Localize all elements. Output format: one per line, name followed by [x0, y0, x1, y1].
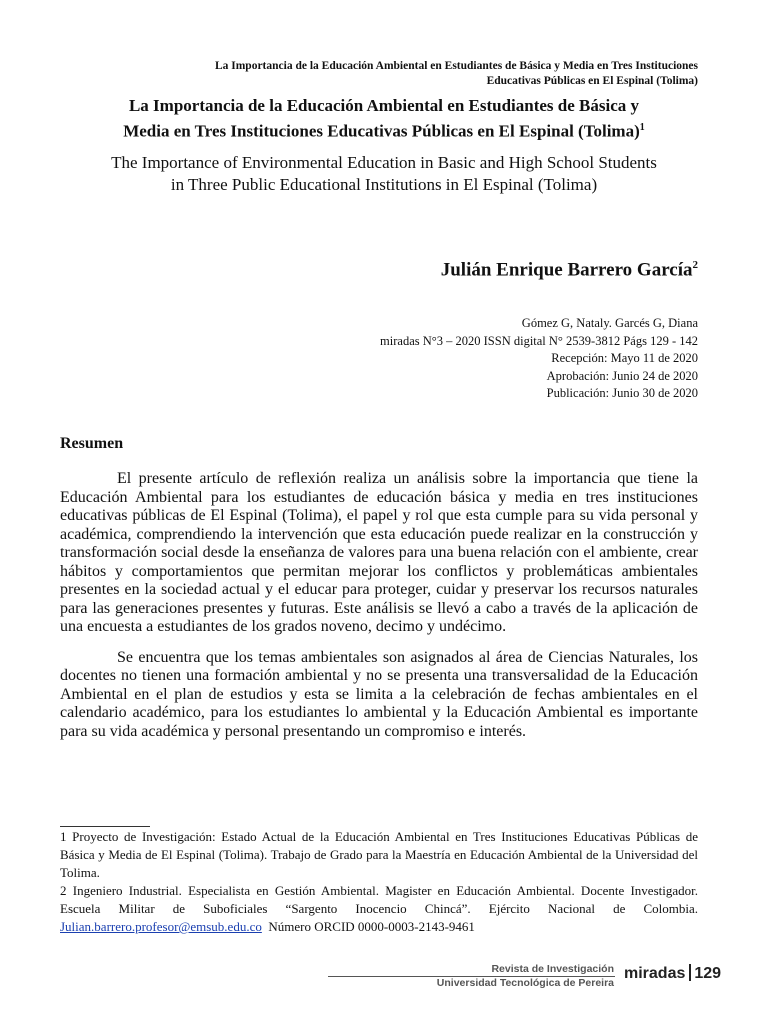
footer-brand: [624, 964, 721, 983]
abstract-paragraph-2: Se encuentra que los temas ambientales son asignados al área de Ciencias Naturales, los docentes no tienen una formación ambiental y no se presenta una transversalidad de la Educación Ambiental en el plan de estudios y esta se limita a la celebración de fechas ambientales en el calendario académico, para los estudiantes lo ambiental y la Educación Ambiental es importante para su vida académica y personal presentando un compromiso e interés.: [60, 648, 698, 740]
footer-separator: [689, 964, 691, 981]
brand-name: miradas: [624, 965, 686, 982]
author-name-text: Julián Enrique Barrero García: [440, 259, 693, 281]
author-email-link[interactable]: Julian.barrero.profesor@emsub.edu.co: [60, 919, 262, 934]
footnote-ref-1[interactable]: 1: [639, 122, 645, 133]
title-es-line2: [50, 117, 718, 143]
title-es-line2-text: Media en Tres Instituciones Educativas Públicas en El Espinal (Tolima): [123, 121, 640, 141]
footnote-2-text: 2 Ingeniero Industrial. Especialista en Gestión Ambiental. Magister en Educación Ambiental. Docente Investigador. Escuela Militar de Suboficiales “Sargento Inocencio Chincá”. Ejército Nacional de Colombia.: [60, 883, 698, 916]
title-en-line1: The Importance of Environmental Education in Basic and High School Students: [111, 153, 657, 172]
page-number: 129: [694, 965, 722, 982]
running-head: [78, 59, 698, 89]
abstract-body: [60, 470, 698, 753]
footer-journal-line2: Universidad Tecnológica de Pereira: [436, 977, 614, 989]
title-es-line1: La Importancia de la Educación Ambiental en Estudiantes de Básica y: [128, 96, 640, 115]
title-spanish: [50, 95, 718, 143]
article-metadata: [380, 315, 698, 403]
running-head-line1: La Importancia de la Educación Ambiental en Estudiantes de Básica y Media en Tres Instituciones: [214, 60, 698, 72]
footnote-ref-2[interactable]: 2: [692, 259, 698, 271]
footnote-divider: [60, 826, 150, 827]
footnote-2: [60, 882, 698, 936]
abstract-paragraph-1: El presente artículo de reflexión realiza un análisis sobre la importancia que tiene la Educación Ambiental para los estudiantes de educación básica y media en tres instituciones educativas públicas de El Espinal (Tolima), el papel y rol que esta cumple para su vida personal y académica, comprendiendo la intervención que esta educación puede realizar en la construcción y transformación social desde la enseñanza de valores para una buena relación con el ambiente, crear hábitos y comportamientos que permitan mejorar los conflictos y problemáticas ambientales presentes en la sociedad actual y el educar para proteger, cuidar y preservar los recursos naturales para las generaciones presentes y futuras. Este análisis se llevó a cabo a través de la aplicación de una encuesta a estudiantes de los grados noveno, decimo y undécimo.: [60, 470, 698, 635]
meta-approved: Aprobación: Junio 24 de 2020: [546, 368, 698, 383]
footnote-2-orcid: Número ORCID 0000-0003-2143-9461: [268, 919, 475, 934]
footnotes: [60, 828, 698, 936]
abstract-heading: Resumen: [60, 435, 124, 452]
title-en-line2: in Three Public Educational Institutions in El Espinal (Tolima): [170, 175, 598, 194]
footnote-1: 1 Proyecto de Investigación: Estado Actual de la Educación Ambiental en Tres Instituciones Educativas Públicas de Básica y Media de El Espinal (Tolima). Trabajo de Grado para la Maestría en Educación Ambiental de la Universidad del Tolima.: [60, 829, 698, 880]
meta-editors: Gómez G, Nataly. Garcés G, Diana: [521, 316, 698, 330]
footer-divider: [328, 976, 615, 977]
footer-journal-line1: Revista de Investigación: [491, 963, 614, 975]
running-head-line2: Educativas Públicas en El Espinal (Tolima): [486, 75, 698, 87]
meta-published: Publicación: Junio 30 de 2020: [546, 386, 698, 400]
author-name: [441, 259, 698, 281]
title-english: [40, 152, 728, 196]
meta-journal: miradas N°3 – 2020 ISSN digital N° 2539-3812 Págs 129 - 142: [380, 333, 698, 348]
meta-received: Recepción: Mayo 11 de 2020: [551, 351, 698, 365]
